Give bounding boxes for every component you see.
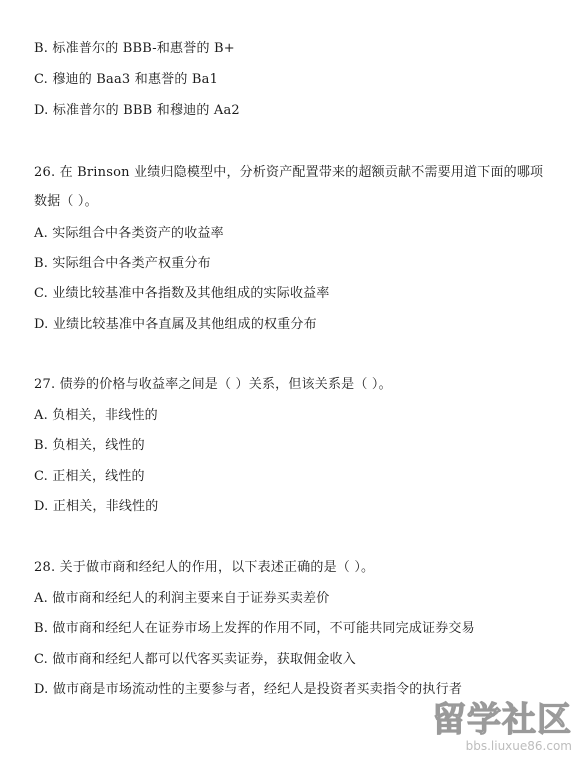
site-watermark [432,701,572,753]
option-c-q26: C. 业绩比较基准中各指数及其他组成的实际收益率 [34,286,330,301]
option-c-q25: C. 穆迪的 Baa3 和惠誉的 Ba1 [34,72,219,87]
option-d-q27: D. 正相关，非线性的 [34,499,159,514]
option-b-q27: B. 负相关，线性的 [34,438,145,453]
option-d-q26: D. 业绩比较基准中各直属及其他组成的权重分布 [34,317,317,332]
option-a-q27: A. 负相关，非线性的 [34,408,158,423]
option-b-q28: B. 做市商和经纪人在证券市场上发挥的作用不同，不可能共同完成证券交易 [34,621,475,636]
option-d-q25: D. 标准普尔的 BBB 和穆迪的 Aa2 [34,103,240,118]
question-28-stem: 28. 关于做市商和经纪人的作用，以下表述正确的是（ ）。 [34,560,375,575]
option-c-q27: C. 正相关，线性的 [34,469,145,484]
question-26-stem-cont: 数据（ ）。 [34,194,98,209]
option-c-q28: C. 做市商和经纪人都可以代客买卖证券，获取佣金收入 [34,652,356,667]
option-a-q28: A. 做市商和经纪人的利润主要来自于证券买卖差价 [34,591,330,606]
watermark-brand: 留学社区 [432,700,572,740]
option-b-q26: B. 实际组合中各类产权重分布 [34,256,211,271]
watermark-url: bbs.liuxue86.com [465,739,572,753]
option-a-q26: A. 实际组合中各类资产的收益率 [34,226,224,241]
question-26-stem: 26. 在 Brinson 业绩归隐模型中，分析资产配置带来的超额贡献不需要用道下面的哪项 [34,165,544,180]
option-d-q28: D. 做市商是市场流动性的主要参与者，经纪人是投资者买卖指令的执行者 [34,682,463,697]
option-b-q25: B. 标准普尔的 BBB-和惠誉的 B+ [34,41,235,56]
question-27-stem: 27. 债券的价格与收益率之间是（ ）关系，但该关系是（ ）。 [34,377,392,392]
